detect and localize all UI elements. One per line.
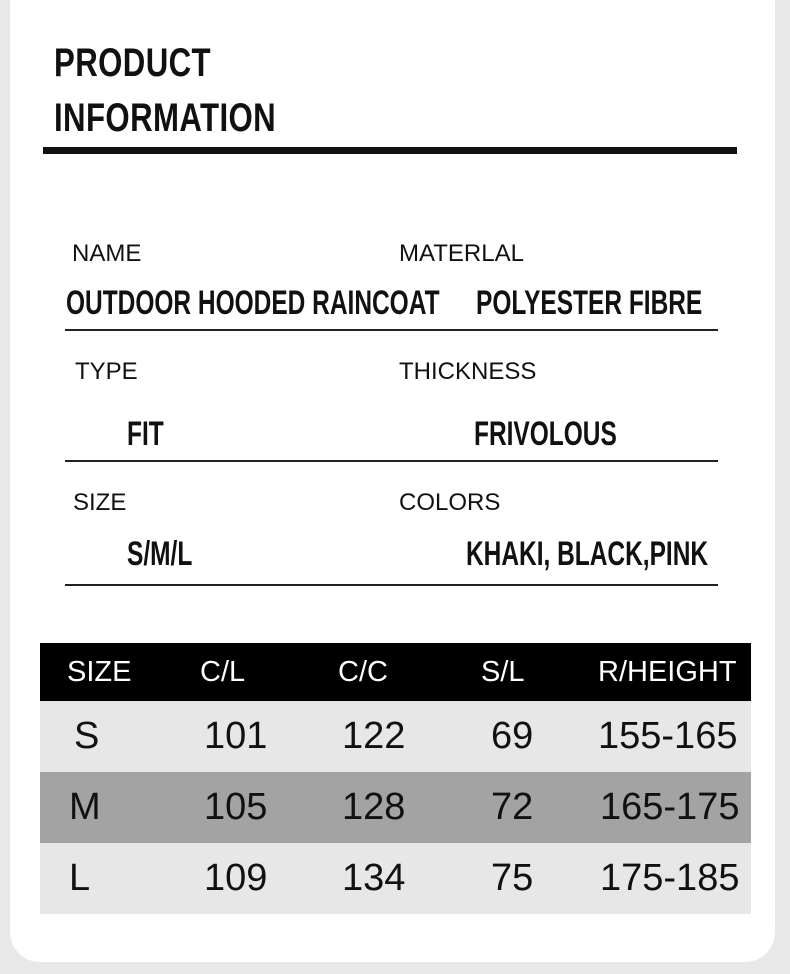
page-title-line-2: INFORMATION — [54, 96, 277, 140]
type-value: FIT — [127, 415, 164, 453]
header-size: SIZE — [67, 656, 132, 688]
header-cl: C/L — [200, 656, 246, 688]
title-divider — [43, 147, 737, 154]
colors-value: KHAKI, BLACK,PINK — [466, 535, 709, 573]
page-title — [54, 36, 276, 146]
row-m-height: 165-175 — [600, 786, 740, 828]
row-l-cl: 109 — [204, 857, 268, 899]
table-row — [40, 843, 751, 914]
thickness-label: THICKNESS — [399, 358, 537, 385]
row-s-sl: 69 — [491, 715, 534, 757]
row-s-height: 155-165 — [598, 715, 738, 757]
size-value: S/M/L — [127, 535, 193, 573]
table-row — [40, 701, 751, 772]
name-value: OUTDOOR HOODED RAINCOAT — [66, 284, 440, 322]
header-height: R/HEIGHT — [598, 656, 737, 688]
size-label: SIZE — [73, 489, 127, 516]
page-title-line-1: PRODUCT — [54, 41, 211, 85]
row-l-sl: 75 — [491, 857, 534, 899]
row-s-cc: 122 — [342, 715, 406, 757]
table-header-row — [40, 643, 751, 701]
size-chart-table — [40, 643, 751, 914]
colors-label: COLORS — [399, 489, 501, 516]
header-cc: C/C — [338, 656, 388, 688]
row-l-height: 175-185 — [600, 857, 740, 899]
info-divider-3 — [65, 584, 718, 586]
material-value: POLYESTER FIBRE — [476, 284, 703, 322]
table-row — [40, 772, 751, 843]
row-m-cc: 128 — [342, 786, 406, 828]
row-m-cl: 105 — [204, 786, 268, 828]
row-m-size: M — [69, 786, 101, 828]
row-l-cc: 134 — [342, 857, 406, 899]
row-s-size: S — [74, 715, 100, 757]
type-label: TYPE — [75, 358, 138, 385]
row-l-size: L — [69, 857, 91, 899]
header-sl: S/L — [481, 656, 525, 688]
row-m-sl: 72 — [491, 786, 534, 828]
row-s-cl: 101 — [204, 715, 268, 757]
thickness-value: FRIVOLOUS — [474, 415, 617, 453]
material-label: MATERLAL — [399, 240, 524, 267]
info-divider-1 — [65, 329, 718, 331]
name-label: NAME — [72, 240, 142, 267]
info-divider-2 — [65, 460, 718, 462]
